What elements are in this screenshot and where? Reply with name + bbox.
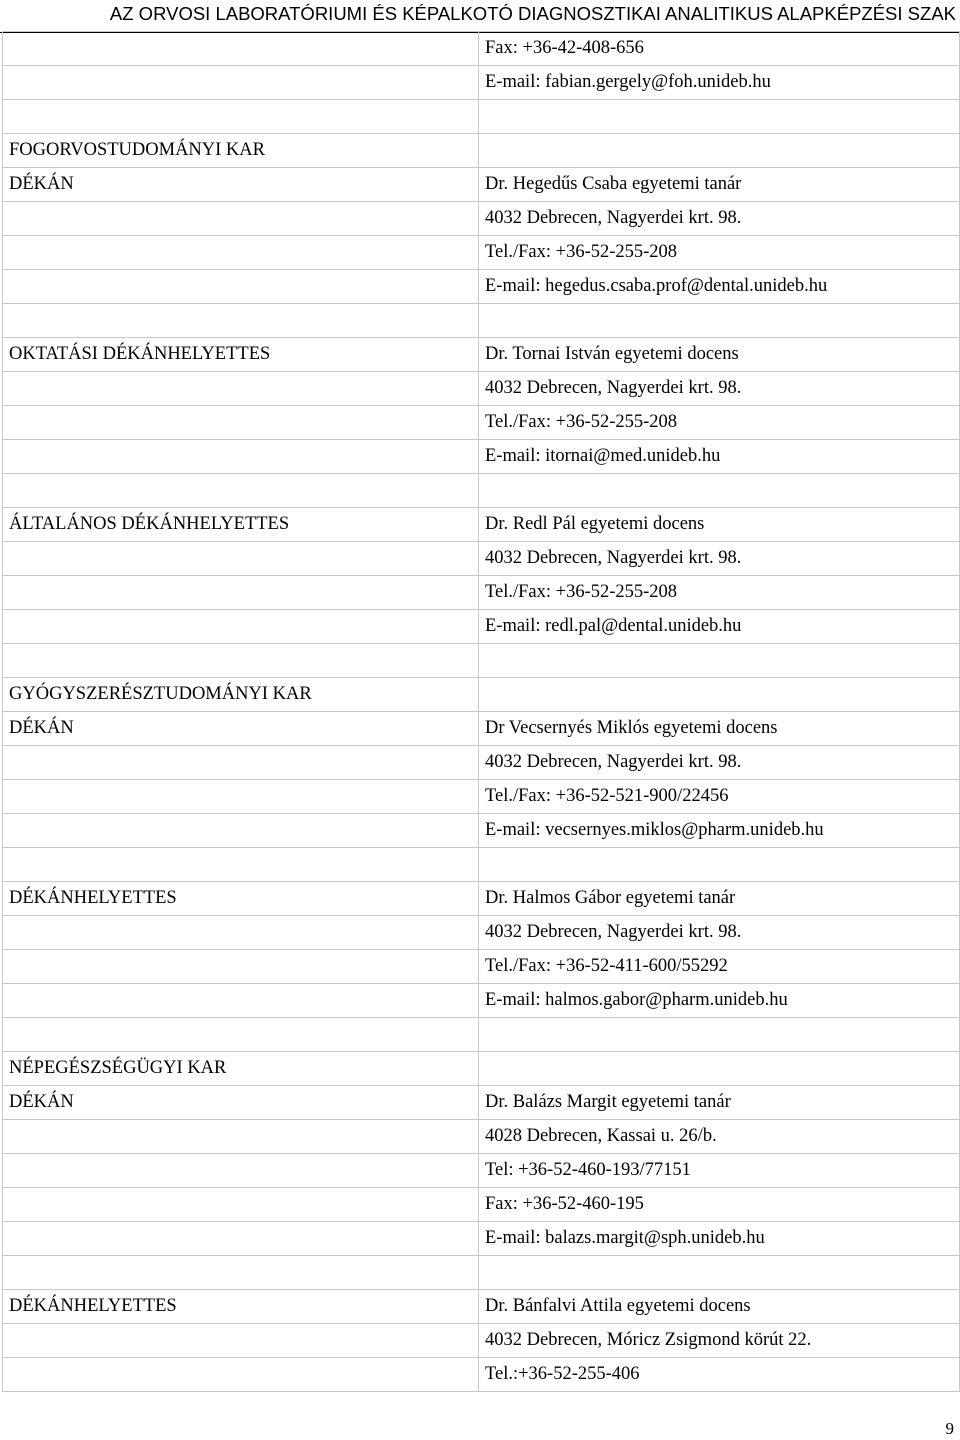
contact-cell: Tel./Fax: +36-52-255-208 bbox=[479, 236, 960, 270]
role-cell bbox=[3, 1358, 479, 1392]
role-cell bbox=[3, 1256, 479, 1290]
table-row bbox=[3, 168, 960, 202]
table-row bbox=[3, 542, 960, 576]
contact-cell: 4032 Debrecen, Móricz Zsigmond körút 22. bbox=[479, 1324, 960, 1358]
role-cell: DÉKÁN bbox=[3, 712, 479, 746]
role-cell: DÉKÁNHELYETTES bbox=[3, 882, 479, 916]
table-row bbox=[3, 134, 960, 168]
table-row bbox=[3, 202, 960, 236]
contact-cell bbox=[479, 474, 960, 508]
contact-cell bbox=[479, 1052, 960, 1086]
contact-cell bbox=[479, 1256, 960, 1290]
contact-cell bbox=[479, 848, 960, 882]
contact-cell bbox=[479, 678, 960, 712]
role-cell bbox=[3, 746, 479, 780]
table-row bbox=[3, 66, 960, 100]
contact-cell: Tel: +36-52-460-193/77151 bbox=[479, 1154, 960, 1188]
contact-cell bbox=[479, 100, 960, 134]
table-row bbox=[3, 474, 960, 508]
role-cell bbox=[3, 474, 479, 508]
role-cell bbox=[3, 440, 479, 474]
contact-cell: Dr Vecsernyés Miklós egyetemi docens bbox=[479, 712, 960, 746]
contact-cell: E-mail: redl.pal@dental.unideb.hu bbox=[479, 610, 960, 644]
role-cell bbox=[3, 32, 479, 66]
role-cell bbox=[3, 916, 479, 950]
role-cell bbox=[3, 236, 479, 270]
contact-cell: E-mail: balazs.margit@sph.unideb.hu bbox=[479, 1222, 960, 1256]
contact-cell: Dr. Halmos Gábor egyetemi tanár bbox=[479, 882, 960, 916]
role-cell bbox=[3, 100, 479, 134]
contact-cell bbox=[479, 1018, 960, 1052]
page-number: 9 bbox=[945, 1419, 954, 1438]
role-cell: DÉKÁN bbox=[3, 168, 479, 202]
table-row bbox=[3, 1358, 960, 1392]
contact-cell: Tel./Fax: +36-52-255-208 bbox=[479, 406, 960, 440]
role-cell bbox=[3, 1188, 479, 1222]
table-row bbox=[3, 1290, 960, 1324]
contact-cell: Tel./Fax: +36-52-411-600/55292 bbox=[479, 950, 960, 984]
table-row bbox=[3, 814, 960, 848]
table-row bbox=[3, 610, 960, 644]
role-cell: FOGORVOSTUDOMÁNYI KAR bbox=[3, 134, 479, 168]
table-row bbox=[3, 916, 960, 950]
table-row bbox=[3, 236, 960, 270]
table-row bbox=[3, 1120, 960, 1154]
role-cell bbox=[3, 304, 479, 338]
role-cell bbox=[3, 984, 479, 1018]
table-row bbox=[3, 406, 960, 440]
contact-cell: Fax: +36-42-408-656 bbox=[479, 32, 960, 66]
table-row bbox=[3, 950, 960, 984]
contact-cell: 4032 Debrecen, Nagyerdei krt. 98. bbox=[479, 916, 960, 950]
role-cell bbox=[3, 1324, 479, 1358]
contact-cell: E-mail: hegedus.csaba.prof@dental.unideb.hu bbox=[479, 270, 960, 304]
contact-cell: Tel./Fax: +36-52-521-900/22456 bbox=[479, 780, 960, 814]
role-cell: DÉKÁN bbox=[3, 1086, 479, 1120]
role-cell bbox=[3, 542, 479, 576]
table-row bbox=[3, 678, 960, 712]
role-cell bbox=[3, 1120, 479, 1154]
contact-cell bbox=[479, 304, 960, 338]
role-cell bbox=[3, 576, 479, 610]
contact-cell: Dr. Tornai István egyetemi docens bbox=[479, 338, 960, 372]
role-cell bbox=[3, 780, 479, 814]
table-row bbox=[3, 1086, 960, 1120]
role-cell: OKTATÁSI DÉKÁNHELYETTES bbox=[3, 338, 479, 372]
directory-table bbox=[2, 31, 960, 1392]
table-row bbox=[3, 1256, 960, 1290]
table-row bbox=[3, 712, 960, 746]
running-header bbox=[0, 0, 960, 33]
table-row bbox=[3, 338, 960, 372]
table-row bbox=[3, 32, 960, 66]
role-cell: ÁLTALÁNOS DÉKÁNHELYETTES bbox=[3, 508, 479, 542]
role-cell bbox=[3, 644, 479, 678]
contact-cell bbox=[479, 644, 960, 678]
table-row bbox=[3, 304, 960, 338]
directory-body bbox=[3, 32, 960, 1392]
table-row bbox=[3, 984, 960, 1018]
contact-cell: 4032 Debrecen, Nagyerdei krt. 98. bbox=[479, 746, 960, 780]
role-cell bbox=[3, 66, 479, 100]
table-row bbox=[3, 508, 960, 542]
contact-cell: Dr. Redl Pál egyetemi docens bbox=[479, 508, 960, 542]
role-cell bbox=[3, 270, 479, 304]
role-cell bbox=[3, 1154, 479, 1188]
table-row bbox=[3, 372, 960, 406]
contact-cell: 4028 Debrecen, Kassai u. 26/b. bbox=[479, 1120, 960, 1154]
contact-cell: 4032 Debrecen, Nagyerdei krt. 98. bbox=[479, 202, 960, 236]
table-row bbox=[3, 1018, 960, 1052]
contact-cell: E-mail: halmos.gabor@pharm.unideb.hu bbox=[479, 984, 960, 1018]
contact-cell: E-mail: vecsernyes.miklos@pharm.unideb.hu bbox=[479, 814, 960, 848]
role-cell bbox=[3, 202, 479, 236]
contact-cell: E-mail: fabian.gergely@foh.unideb.hu bbox=[479, 66, 960, 100]
table-row bbox=[3, 1052, 960, 1086]
table-row bbox=[3, 848, 960, 882]
table-row bbox=[3, 1188, 960, 1222]
table-row bbox=[3, 270, 960, 304]
table-row bbox=[3, 1222, 960, 1256]
role-cell bbox=[3, 1018, 479, 1052]
contact-cell: 4032 Debrecen, Nagyerdei krt. 98. bbox=[479, 372, 960, 406]
table-row bbox=[3, 882, 960, 916]
table-row bbox=[3, 780, 960, 814]
role-cell bbox=[3, 848, 479, 882]
contact-cell: Dr. Bánfalvi Attila egyetemi docens bbox=[479, 1290, 960, 1324]
table-row bbox=[3, 440, 960, 474]
role-cell bbox=[3, 372, 479, 406]
contact-cell: Dr. Balázs Margit egyetemi tanár bbox=[479, 1086, 960, 1120]
role-cell bbox=[3, 814, 479, 848]
role-cell bbox=[3, 610, 479, 644]
role-cell: NÉPEGÉSZSÉGÜGYI KAR bbox=[3, 1052, 479, 1086]
header-title: AZ ORVOSI LABORATÓRIUMI ÉS KÉPALKOTÓ DIAGNOSZTIKAI ANALITIKUS ALAPKÉPZÉSI SZAK bbox=[109, 3, 956, 24]
role-cell bbox=[3, 406, 479, 440]
table-row bbox=[3, 746, 960, 780]
contact-cell: Dr. Hegedűs Csaba egyetemi tanár bbox=[479, 168, 960, 202]
contact-cell: 4032 Debrecen, Nagyerdei krt. 98. bbox=[479, 542, 960, 576]
table-row bbox=[3, 1324, 960, 1358]
contact-cell: Fax: +36-52-460-195 bbox=[479, 1188, 960, 1222]
role-cell bbox=[3, 950, 479, 984]
contact-cell: Tel.:+36-52-255-406 bbox=[479, 1358, 960, 1392]
role-cell: GYÓGYSZERÉSZTUDOMÁNYI KAR bbox=[3, 678, 479, 712]
role-cell: DÉKÁNHELYETTES bbox=[3, 1290, 479, 1324]
table-row bbox=[3, 644, 960, 678]
contact-cell: Tel./Fax: +36-52-255-208 bbox=[479, 576, 960, 610]
contact-cell: E-mail: itornai@med.unideb.hu bbox=[479, 440, 960, 474]
table-row bbox=[3, 576, 960, 610]
table-row bbox=[3, 1154, 960, 1188]
role-cell bbox=[3, 1222, 479, 1256]
contact-cell bbox=[479, 134, 960, 168]
table-row bbox=[3, 100, 960, 134]
